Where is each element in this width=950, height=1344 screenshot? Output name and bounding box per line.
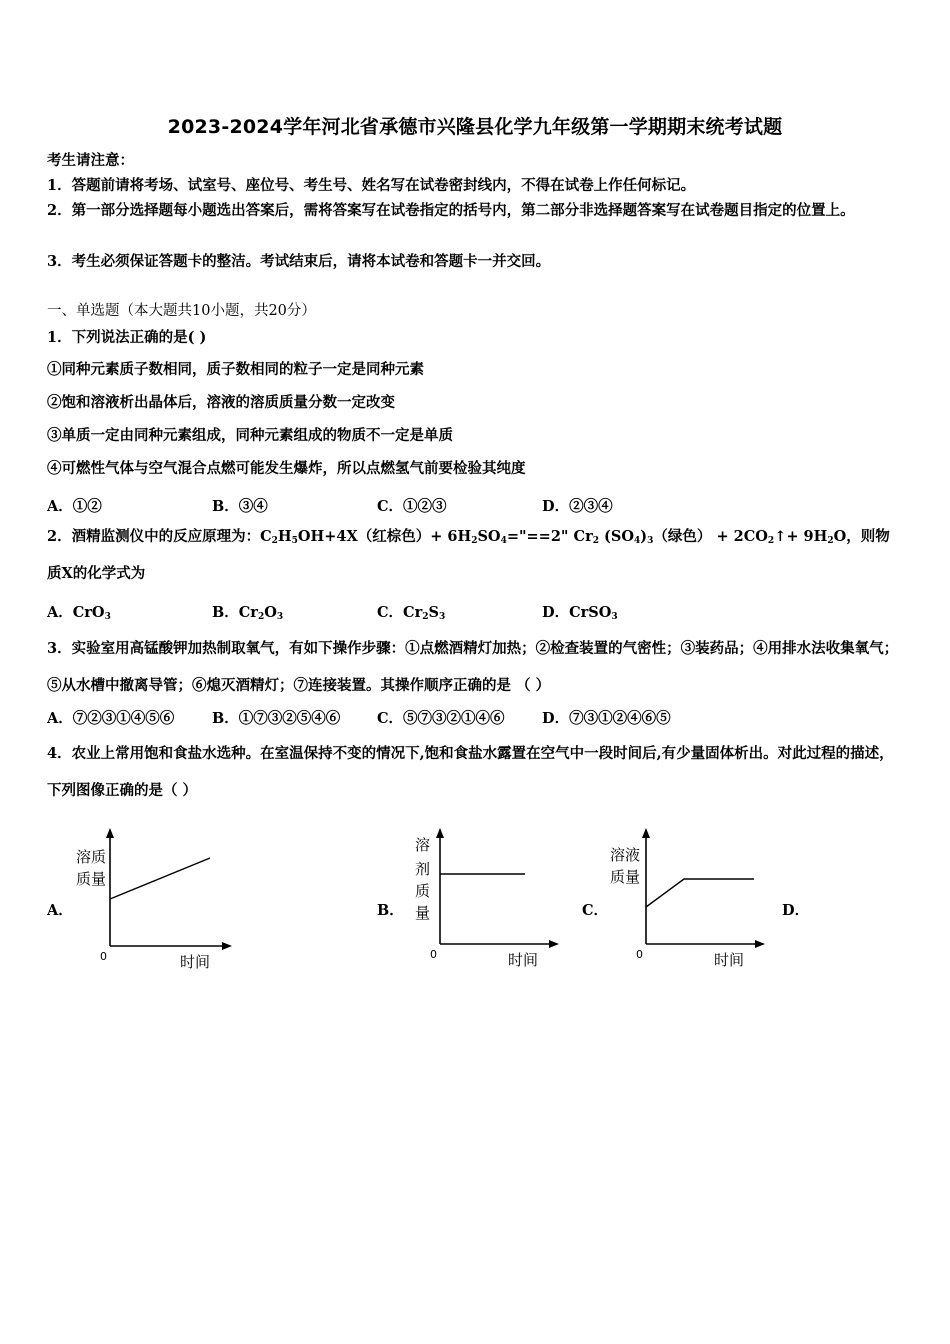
graph-a-origin: 0 (100, 950, 107, 963)
graph-a-y-arrow (106, 828, 114, 838)
graph-b-ylabel-4: 量 (415, 904, 431, 922)
notice-item-2: 2．第一部分选择题每小题选出答案后，需将答案写在试卷指定的括号内，第二部分非选择题答案写在试卷题目指定的位置上。 (47, 202, 855, 219)
q1-statement-3: ③单质一定由同种元素组成，同种元素组成的物质不一定是单质 (47, 427, 453, 444)
q3-stem: 3．实验室用高锰酸钾加热制取氧气，有如下操作步骤：①点燃酒精灯加热；②检查装置的气密性；③装药品；④用排水法收集氧气；⑤从水槽中撤离导管；⑥熄灭酒精灯；⑦连接装置。其操作顺序正确的是 （ ） (47, 640, 899, 694)
graph-b-y-arrow (436, 828, 444, 838)
graph-b-ylabel-3: 质 (415, 882, 431, 900)
notice-item-3: 3．考生必须保证答题卡的整洁。考试结束后，请将本试卷和答题卡一并交回。 (47, 253, 551, 270)
graph-c-curve (646, 879, 754, 907)
q1-option-a: A．①② (47, 498, 102, 515)
graph-a (70, 826, 240, 976)
graph-c-ylabel-2: 质量 (610, 868, 641, 886)
q1-statement-2: ②饱和溶液析出晶体后，溶液的溶质质量分数一定改变 (47, 394, 395, 411)
graph-b-origin: 0 (430, 948, 437, 961)
notice-item-1: 1．答题前请将考场、试室号、座位号、考生号、姓名写在试卷密封线内，不得在试卷上作任何标记。 (47, 177, 696, 194)
graph-c-x-arrow (755, 940, 765, 948)
graph-b-x-arrow (549, 940, 559, 948)
graph-c (607, 826, 777, 976)
graph-b (405, 826, 575, 976)
graph-b-xlabel: 时间 (508, 951, 539, 969)
graph-c-origin: 0 (636, 948, 643, 961)
q2-option-b: B．$Cr_2O_3$ (212, 604, 284, 622)
q4-option-a: A． (47, 902, 73, 919)
q1-option-d: D．②③④ (542, 498, 613, 515)
q2-option-d: D．CrSO$_3$ (542, 604, 618, 622)
section-heading: 一、单选题（本大题共10小题，共20分） (47, 303, 316, 319)
q1-option-b: B．③④ (212, 498, 268, 515)
graph-a-x-arrow (222, 942, 232, 950)
q4-stem: 4．农业上常用饱和食盐水选种。在室温保持不变的情况下,饱和食盐水露置在空气中一段时间后,有少量固体析出。对此过程的描述，下列图像正确的是（ ） (47, 745, 894, 799)
q3-option-a: A．⑦②③①④⑤⑥ (47, 710, 175, 727)
notice-heading: 考生请注意： (47, 152, 134, 169)
q1-statement-1: ①同种元素质子数相同，质子数相同的粒子一定是同种元素 (47, 361, 424, 378)
q1-statement-4: ④可燃性气体与空气混合点燃可能发生爆炸，所以点燃氢气前要检验其纯度 (47, 460, 526, 477)
q1-option-c: C．①②③ (377, 498, 447, 515)
q2-stem-line2: 质X的化学式为 (47, 565, 146, 582)
q1-stem: 1．下列说法正确的是( ) (47, 329, 207, 346)
exam-title: 2023-2024学年河北省承德市兴隆县化学九年级第一学期期末统考试题 (167, 116, 783, 138)
graph-a-ylabel-1: 溶质 (76, 848, 107, 866)
q3-option-b: B．①⑦③②⑤④⑥ (212, 710, 341, 727)
graph-c-ylabel-1: 溶液 (610, 846, 641, 864)
graph-a-curve (110, 858, 210, 899)
q2-stem: 2．酒精监测仪中的反应原理为：$C_2H_5OH+4X$（红棕色）+ $6H_2SO_4="==2$" $Cr_2$ $(SO_4)_3$（绿色） + $2CO_2↑+ 9H_2O$，则物 (47, 528, 890, 546)
q4-option-d: D． (782, 902, 810, 919)
graph-a-xlabel: 时间 (180, 953, 211, 971)
graph-b-ylabel-1: 溶 (415, 836, 431, 854)
graph-c-y-arrow (642, 828, 650, 838)
q4-option-c: C． (582, 902, 609, 919)
graph-a-ylabel-2: 质量 (76, 870, 107, 888)
q3-option-c: C．⑤⑦③②①④⑥ (377, 710, 505, 727)
graph-c-xlabel: 时间 (714, 951, 745, 969)
q4-option-b: B． (377, 902, 404, 919)
graph-b-ylabel-2: 剂 (415, 860, 431, 878)
q2-option-a: A．CrO$_3$ (47, 604, 111, 622)
q2-option-c: C．$Cr_2S_3$ (377, 604, 446, 622)
q3-option-d: D．⑦③①②④⑥⑤ (542, 710, 671, 727)
